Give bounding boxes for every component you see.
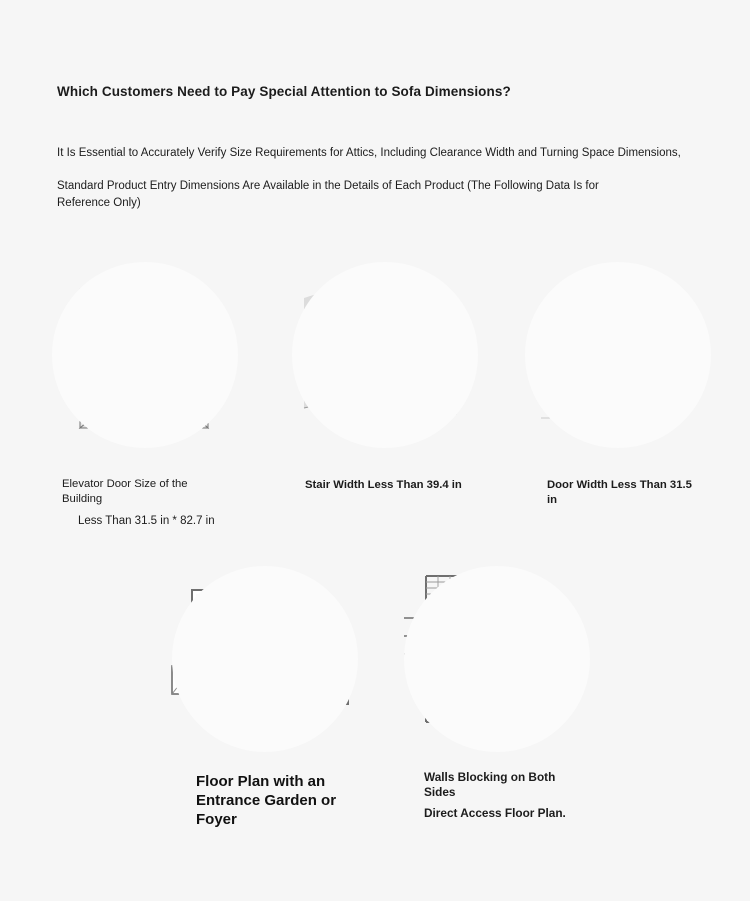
card-walls-blocking-subcaption: Direct Access Floor Plan. (424, 806, 566, 820)
subtitle-line-1: It Is Essential to Accurately Verify Size Requirements for Attics, Including Clearance Width and Turning Space Dimensions, (57, 147, 681, 159)
card-door (521, 258, 711, 458)
card-walls-blocking-caption: Walls Blocking on Both Sides (424, 770, 556, 799)
card-floor-plan-entrance-caption: Floor Plan with an Entrance Garden or Foyer (196, 773, 337, 828)
card-stairs-caption: Stair Width Less Than 39.4 in (305, 479, 462, 491)
card-door-circle (525, 262, 711, 448)
card-walls-blocking (398, 562, 608, 762)
page-title: Which Customers Need to Pay Special Attention to Sofa Dimensions? (57, 84, 511, 99)
card-elevator (48, 258, 238, 458)
card-elevator-caption: Elevator Door Size of the Building (62, 478, 188, 505)
card-door-caption: Door Width Less Than 31.5 in (547, 479, 692, 506)
card-elevator-subcaption: Less Than 31.5 in * 82.7 in (78, 515, 215, 527)
card-floor-plan-entrance-circle (172, 566, 358, 752)
card-walls-blocking-circle (404, 566, 590, 752)
card-elevator-circle (52, 262, 238, 448)
card-stairs-circle (292, 262, 478, 448)
card-floor-plan-entrance (166, 562, 376, 762)
card-stairs (288, 258, 478, 458)
subtitle-line-2: Standard Product Entry Dimensions Are Available in the Details of Each Product (The Following Data Is for Reference Only) (57, 180, 599, 209)
